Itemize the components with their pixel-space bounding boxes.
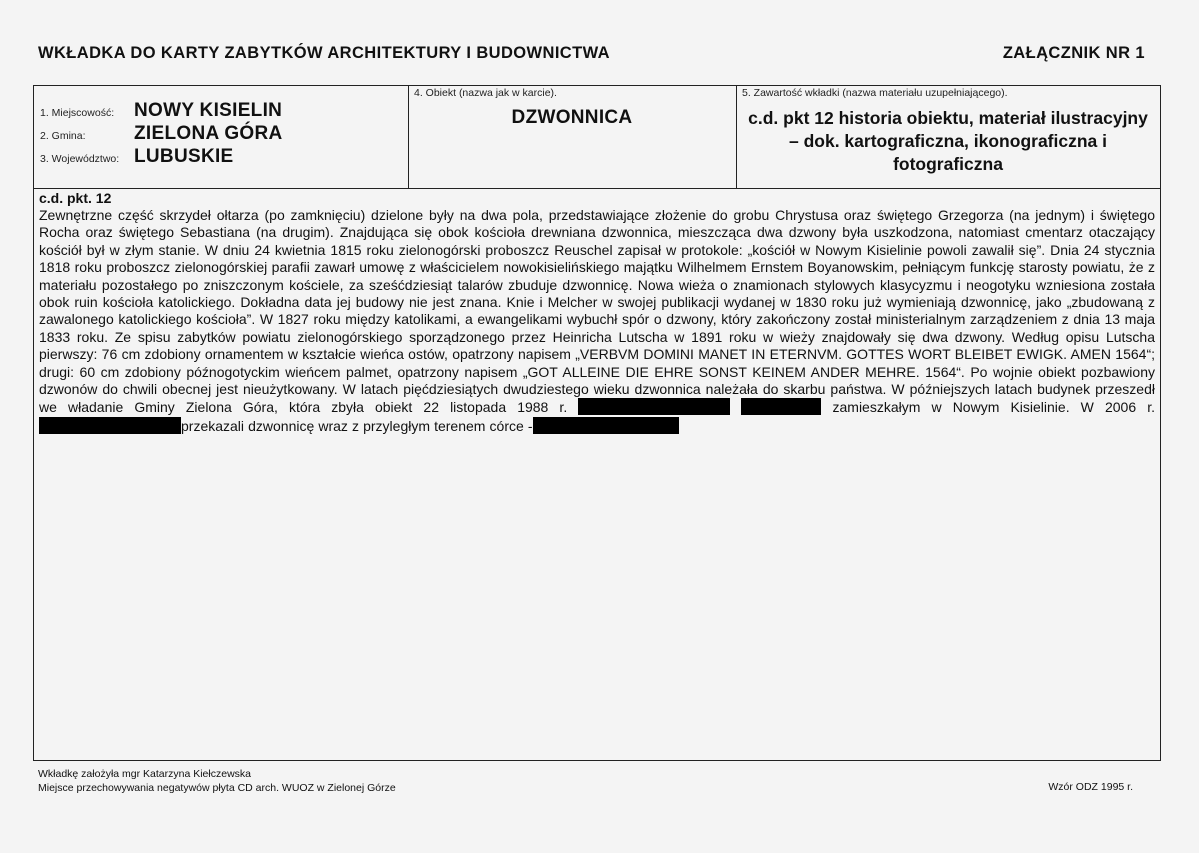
content-label: 5. Zawartość wkładki (nazwa materiału uzupełniającego). [742, 87, 1008, 99]
town-value: NOWY KISIELIN [134, 100, 283, 121]
object-cell [408, 86, 737, 188]
form-frame [33, 85, 1161, 761]
content-cell [736, 86, 1160, 188]
object-value: DZWONNICA [511, 107, 633, 128]
commune-label: 2. Gmina: [40, 130, 86, 142]
redaction-bar [533, 417, 679, 434]
template-note: Wzór ODZ 1995 r. [1048, 781, 1133, 793]
storage-note: Miejsce przechowywania negatywów płyta CD arch. WUOZ w Zielonej Górze [38, 782, 396, 794]
attachment-number: ZAŁĄCZNIK NR 1 [1002, 44, 1145, 62]
author-note: Wkładkę założyła mgr Katarzyna Kiełczewska [38, 768, 251, 780]
redaction-bar [741, 398, 821, 415]
object-label: 4. Obiekt (nazwa jak w karcie). [414, 87, 557, 99]
history-text-part2: zamieszkałym w Nowym Kisielinie. W 2006 r. [832, 399, 1155, 416]
location-cell [34, 86, 409, 188]
redaction-bar [578, 398, 730, 415]
province-label: 3. Województwo: [40, 153, 120, 165]
province-value: LUBUSKIE [134, 146, 234, 167]
footer-notes [38, 767, 396, 795]
history-section [39, 190, 1155, 435]
content-value: c.d. pkt 12 historia obiektu, materiał ilustracyjny – dok. kartograficzna, ikonograficzna i fotograficzna [748, 108, 1148, 174]
history-text-main: Zewnętrzne część skrzydeł ołtarza (po zamknięciu) dzielone były na dwa pola, przedstawiające złożenie do grobu Chrystusa oraz świętego Grzegorza (na jednym) i świętego Rocha oraz świętego Sebastiana (na drugim). Znajdująca się obok kościoła drewniana dzwonnica, mieszcząca dwa dzwony była uszkodzona, natomiast cmentarz otaczający kościół był w złym stanie. W dniu 24 kwietnia 1815 roku zielonogórski proboszcz Reuschel zapisał w protokole: „kościół w Nowym Kisielinie powoli zawalił się”. Dnia 24 stycznia 1818 roku proboszcz zielonogórskiej parafii zawarł umowę z właścicielem nowokisielińskiego majątku Wilhelmem Ernstem Boyanowskim, pełniącym funkcję starosty powiatu, że z materiału pozostałego po zniszczonym kościele, za sześćdziesiąt talarów zbuduje dzwonnicę. Nowa wieża o znamionach stylowych klasycyzmu i neogotyku wzniesiona została obok ruin kościoła katolickiego. Dokładna data jej budowy nie jest znana. Knie i Melcher w swojej publikacji wydanej w 1830 roku już wymieniają dzwonnicę, jako „zbudowaną z zawalonego katolickiego kościoła”. W 1827 roku między katolikami, a ewangelikami wybuchł spór o dzwony, który zakończony został ministerialnym zarządzeniem z dnia 13 maja 1833 roku. Ze spisu zabytków powiatu zielonogórskiego sporządzonego przez Heinricha Lutscha w 1891 roku w wieży znajdowały się dwa dzwony. Według opisu Lutscha pierwszy: 76 cm zdobiony ornamentem w kształcie wieńca ostów, opatrzony napisem „VERBVM DOMINI MANET IN ETERNVM. GOTTES WORT BLEIBET EWIGK. AMEN 1564“; drugi: 60 cm zdobiony późnogotyckim wieńcem palmet, opatrzony napisem „GOT ALLEINE DIE EHRE SONST KEINEM ANDER MEHRE. 1564“. Po wojnie obiekt pozbawiony dzwonów do chwili obecnej jest nieużytkowany. W latach pięćdziesiątych dwudziestego wieku dzwonnica należała do skarbu państwa. W późniejszych latach budynek przeszedł we władanie Gminy Zielona Góra, która zbyła obiekt 22 listopada 1988 r. [39, 207, 1155, 416]
section-heading: c.d. pkt. 12 [39, 190, 112, 206]
document-title: WKŁADKA DO KARTY ZABYTKÓW ARCHITEKTURY I BUDOWNICTWA [38, 44, 610, 62]
town-label: 1. Miejscowość: [40, 107, 115, 119]
history-text [39, 207, 1155, 435]
redaction-bar [39, 417, 181, 434]
page-header [38, 44, 1161, 68]
commune-value: ZIELONA GÓRA [134, 123, 283, 144]
form-top-row [34, 86, 1160, 189]
history-text-part3: przekazali dzwonnicę wraz z przyległym terenem córce - [181, 417, 533, 434]
